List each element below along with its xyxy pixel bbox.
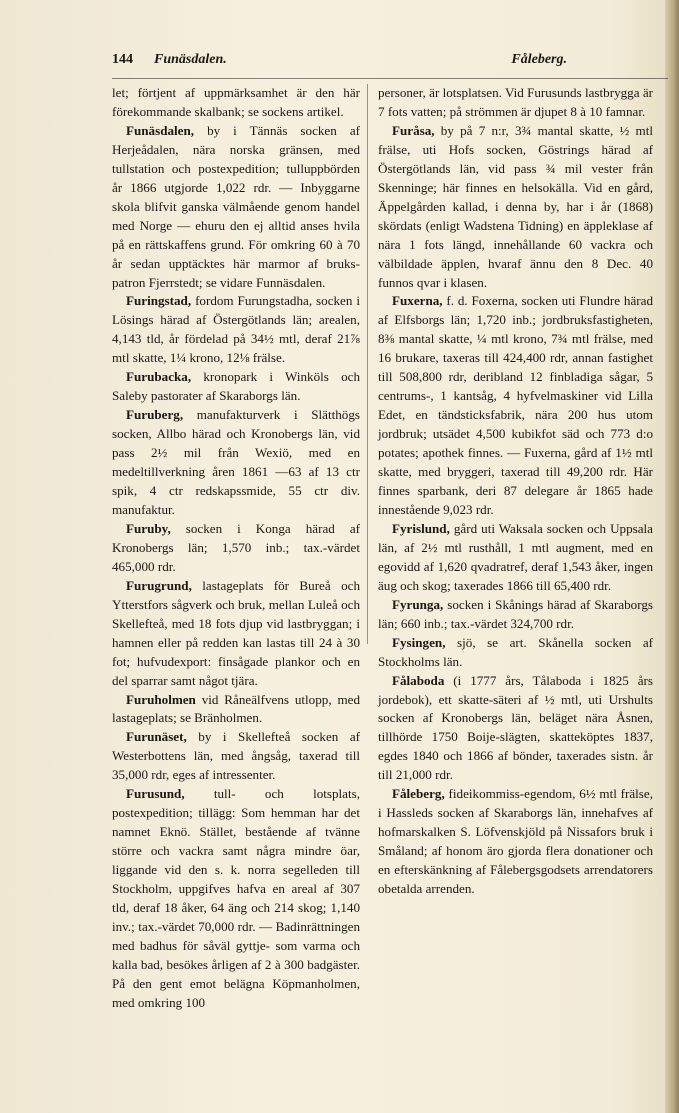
entry	[112, 520, 360, 577]
entry	[378, 672, 653, 786]
entry-text: let; förtjent af uppmärksamhet är den här förekommande skalbank; se sockens artikel.	[112, 85, 360, 119]
entry	[378, 596, 653, 634]
entry-headword: Fåleberg,	[392, 786, 445, 802]
entry-headword: Furuberg,	[126, 407, 184, 423]
entry	[112, 691, 360, 729]
entry	[378, 520, 653, 596]
entry	[378, 292, 653, 519]
entry-headword: Furingstad,	[126, 293, 192, 309]
entry-text: by i Skellefteå socken af Westerbottens län, med ångsåg, taxerad till 35,000 rdr, eges af intressenter.	[112, 729, 360, 783]
entry	[112, 84, 360, 122]
page-edge	[665, 0, 679, 1113]
entry	[378, 122, 653, 293]
entry-text: (i 1777 års, Tålaboda i 1825 års jordebok), ett skatte-säteri af ½ mtl, uti Urshults socken af Kronobergs län, beläget nära Åsnen, tillhörde 1750 Boije-slägten, skatteköptes 1837, egdes 1840 och 1866 af bönder, taxerades sistn. år till 21,000 rdr.	[378, 672, 653, 783]
entry	[112, 406, 360, 520]
running-header	[112, 52, 567, 74]
header-rule	[112, 78, 668, 79]
entry-text: lastageplats för Bureå och Ytterstfors sågverk och bruk, mellan Luleå och Skellefteå, med 18 fots djup vid lastbryggan; i hamnen eller på redden kan lastas till 24 à 30 fot; hufvudexport: finsågade plankor och en del sparrar samt något tjära.	[112, 577, 360, 688]
entry-text: tull- och lotsplats, postexpedition; tillägg: Som hemman har det namnet Eknö. Stället, bestående af tvänne större och vackra samt några mindre öar, liggande vid den s. k. norra segelleden till Stockholm, uppgifves hafva en areal af 307 tld, deraf 18 åker, 64 äng och 214 skog; 1,140 inv.; tax.-värdet 70,000 rdr. — Badinrättningen med badhus för såväl gyttje- som varma och kalla bad, besökes årligen af 2 à 300 badgäster. På den gent emot belägna Köpmanholmen, med omkring 100	[112, 786, 360, 1010]
entry-text: manufakturverk i Slätthögs socken, Allbo härad och Kronobergs län, vid pass 2½ mil från Wexiö, med en medeltillverkning åren 1861 —63 af 13 ctr spik, 4 ctr redskapssmide, 55 ctr div. manufaktur.	[112, 407, 360, 517]
entry-text: fordom Furungstadha, socken i Lösings härad af Östergötlands län; arealen, 4,143 tld, år fördelad på 34½ mtl, deraf 21⅞ mtl skatte, 1¼ krono, 12⅛ frälse.	[112, 293, 360, 366]
entry-text: personer, är lotsplatsen. Vid Furusunds lastbrygga är 7 fots vatten; på strömmen är djupet 8 à 10 famnar.	[378, 85, 653, 119]
entry-headword: Fyrunga,	[392, 596, 444, 612]
entry	[112, 785, 360, 1012]
entry-headword: Fysingen,	[392, 634, 446, 650]
entry-headword: Furubacka,	[126, 369, 192, 385]
entry	[112, 728, 360, 785]
entry	[378, 785, 653, 899]
entry-headword: Furuby,	[126, 520, 171, 536]
entry	[112, 122, 360, 293]
entry-text: kronopark i Winköls och Saleby pastorater af Skaraborgs län.	[112, 369, 360, 404]
entry	[112, 368, 360, 406]
entry-text: vid Råneälfvens utlopp, med lastageplats; se Bränholmen.	[112, 691, 360, 726]
header-right-title: Fåleberg.	[511, 52, 567, 67]
entry-headword: Fålaboda	[392, 672, 445, 688]
entry	[378, 84, 653, 122]
entry-text: f. d. Foxerna, socken uti Flundre härad af Elfsborgs län; 1,720 inb.; jordbruksfastigheten, 8⅜ mantal skatte, ¼ mtl krono, 7¾ mtl frälse, med 16 brukare, taxeras till 424,400 rdr, annan fastighet till 508,800 rdr, deribland 12 finbladiga sågar, 5 centrums-, 1 kantsåg, 4 hyfvelmaskiner vid Lilla Edet, en tändsticksfabrik, nära 200 hus utom jordbruk; utsädet 4,500 kubikfot säd och 773 d:o potates; apothek finnes. — Fuxerna, gård af 1½ mtl skatte, med bryggeri, taxerad till 49,200 rdr. Här finnes sparbank, deri 87 delegare år 1865 hade innestående 9,023 rdr.	[378, 293, 653, 517]
entry-headword: Furugrund,	[126, 577, 192, 593]
right-column	[378, 84, 653, 899]
entry-text: socken i Skånings härad af Skaraborgs län; 660 inb.; tax.-värdet 324,700 rdr.	[378, 596, 653, 631]
entry-headword: Fuxerna,	[392, 293, 443, 309]
entry-text: by i Tännäs socken af Herjeådalen, nära norska gränsen, med tullstation och postexpedition; tulluppbörden år 1866 utgjorde 1,022 rdr. — Inbyggarne skola blifvit ganska välmående genom handel med Norge — ehuru den ej alltid anses hvila på en rättskaffens grund. För omkring 60 à 70 år sedan upptäcktes här marmor af bruks-patron Fjerrstedt; se vidare Funnäsdalen.	[112, 122, 360, 290]
column-divider	[367, 84, 368, 644]
entry-text: gård uti Waksala socken och Uppsala län, af 2½ mtl rusthåll, 1 mtl augment, med en egovidd af 1,620 qvadratref, deraf 1,543 åker, ingen äug och skog; taxerades 1866 till 65,400 rdr.	[378, 520, 653, 593]
entry-headword: Funäsdalen,	[126, 122, 195, 138]
entry	[112, 292, 360, 368]
entry-headword: Fyrislund,	[392, 520, 450, 536]
entry-headword: Furusund,	[126, 786, 185, 802]
entry-headword: Furunäset,	[126, 729, 187, 745]
header-left-title: Funäsdalen.	[154, 52, 227, 67]
entry-text: by på 7 n:r, 3¾ mantal skatte, ½ mtl frälse, uti Hofs socken, Göstrings härad af Östergötlands län, vid pass ¾ mil vester från Skenninge; här finnes en helsokälla. Vid en gård, Äppelgården kallad, i denna by, har i år (1868) skördats (enligt Wadstena Tidning) en äppleklase af nära 1 fots längd, innehållande 60 vackra och välbildade äpplen, hvaraf ännu den 8 Dec. 40 funnos qvar i klasen.	[378, 122, 653, 290]
entry-headword: Furåsa,	[392, 122, 435, 138]
entry-text: socken i Konga härad af Kronobergs län; 1,570 inb.; tax.-värdet 465,000 rdr.	[112, 520, 360, 574]
entry-headword: Furuholmen	[126, 691, 196, 707]
page-number: 144	[112, 52, 133, 67]
entry	[378, 634, 653, 672]
entry-text: sjö, se art. Skånella socken af Stockholms län.	[378, 634, 653, 669]
entry	[112, 577, 360, 691]
entry-text: fideikommiss-egendom, 6½ mtl frälse, i Hassleds socken af Skaraborgs län, innehafves af hofmarskalken S. Löfvenskjöld på Nissafors bruk i Småland; af honom äro gjorda flera donationer och en efterskänkning af Fålebergsgodsets arrendatorers obetalda arrenden.	[378, 786, 653, 897]
left-column	[112, 84, 360, 1013]
